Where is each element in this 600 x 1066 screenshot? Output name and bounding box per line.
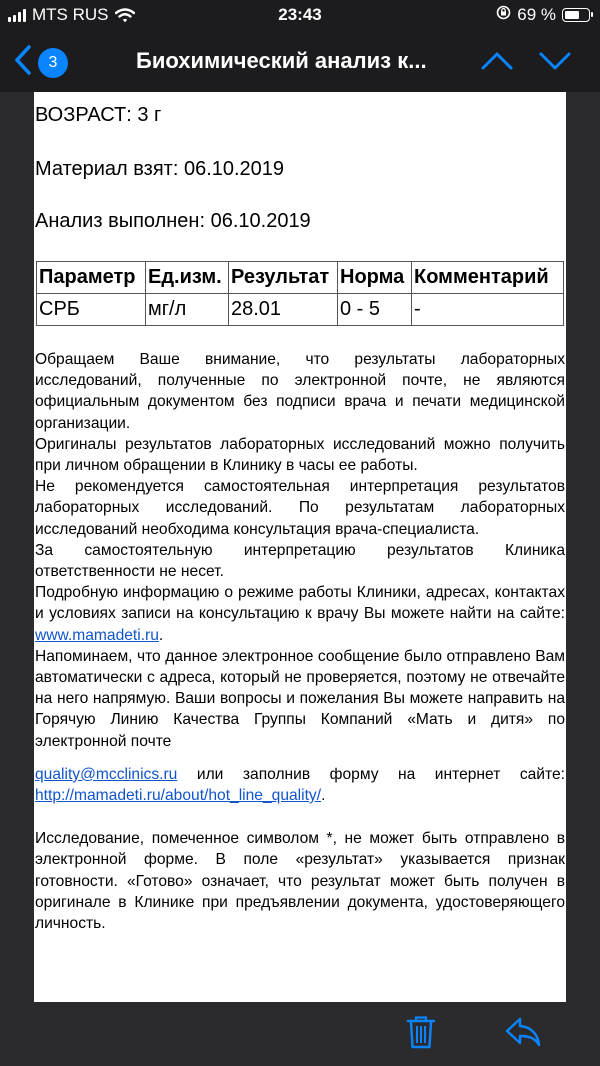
- column-header-result: Результат: [229, 262, 338, 294]
- cell-unit: мг/л: [146, 294, 229, 326]
- status-bar: [0, 0, 600, 32]
- notice-paragraph: Напоминаем, что данное электронное сообщение было отправлено Вам автоматически с адреса, который не проверяется, поэтому не отвечайте на него напрямую. Ваши вопросы и пожелания Вы можете направить на Горячую Линию Качества Группы Компаний «Мать и дитя» по электронной почте: [35, 647, 565, 750]
- cell-parameter: СРБ: [37, 294, 146, 326]
- column-header-unit: Ед.изм.: [146, 262, 229, 294]
- status-time: 23:43: [278, 5, 322, 24]
- next-message-button[interactable]: [538, 48, 572, 77]
- notice-paragraph: [35, 582, 565, 646]
- delete-button[interactable]: [406, 1014, 436, 1055]
- column-header-comment: Комментарий: [412, 262, 564, 294]
- trash-icon: [406, 1037, 436, 1054]
- notice-paragraph: Исследование, помеченное символом *, не может быть отправлено в электронной форме. В поле «результат» указывается признак готовности. «Готово» означает, что результат может быть получен в оригинале в Клинике при предъявлении документа, удостоверяющего личность.: [35, 830, 565, 933]
- hotline-text: или заполнив форму на интернет сайте:: [177, 765, 565, 783]
- cell-result: 28.01: [229, 294, 338, 326]
- website-link[interactable]: www.mamadeti.ru: [35, 626, 159, 644]
- column-header-parameter: Параметр: [37, 262, 146, 294]
- notice-paragraph: [35, 764, 565, 806]
- back-button[interactable]: [14, 44, 68, 81]
- notice-paragraph: Обращаем Ваше внимание, что результаты лабораторных исследований, полученные по электронной почте, не являются официальным документом без подписи врача и печати медицинской организации.: [35, 351, 565, 432]
- carrier-label: MTS RUS: [32, 5, 109, 24]
- notice-paragraph: Не рекомендуется самостоятельная интерпретация результатов лабораторных исследований. По результатам лабораторных исследований необходима консультация врача-специалиста.: [35, 478, 565, 538]
- battery-level: [565, 11, 579, 19]
- previous-message-button[interactable]: [480, 48, 514, 77]
- reply-button[interactable]: [504, 1016, 542, 1053]
- table-row: [37, 294, 564, 326]
- unread-count-badge: 3: [38, 48, 68, 78]
- message-body: [34, 92, 566, 1002]
- spacer: [35, 752, 565, 764]
- hotline-link[interactable]: http://mamadeti.ru/about/hot_line_quality/: [35, 787, 322, 805]
- notice-paragraph: За самостоятельную интерпретацию результатов Клиника ответственности не несет.: [35, 541, 565, 581]
- table-header-row: [37, 262, 564, 294]
- nav-bar: [0, 32, 600, 92]
- punctuation: .: [321, 787, 326, 805]
- cell-comment: -: [412, 294, 564, 326]
- notice-paragraph: Оригиналы результатов лабораторных исследований можно получить при личном обращении в Клинику в часы ее работы.: [35, 435, 565, 475]
- results-table: [36, 261, 564, 326]
- website-text: Подробную информацию о режиме работы Клиники, адресах, контактах и условиях записи на консультацию к врачу Вы можете найти на сайте:: [35, 584, 565, 623]
- analysis-date: Анализ выполнен: 06.10.2019: [35, 210, 311, 232]
- punctuation: .: [158, 626, 164, 644]
- chevron-down-icon: [538, 59, 572, 76]
- battery-percent: 69 %: [517, 5, 556, 24]
- message-title: Биохимический анализ к...: [136, 48, 427, 73]
- cell-norm: 0 - 5: [338, 294, 412, 326]
- column-header-norm: Норма: [338, 262, 412, 294]
- battery-icon: [562, 8, 590, 22]
- spacer: [35, 806, 565, 828]
- status-right: [496, 5, 590, 25]
- disclaimer-text: [35, 349, 565, 934]
- material-date: Материал взят: 06.10.2019: [35, 158, 285, 180]
- chevron-up-icon: [480, 59, 514, 76]
- reply-icon: [504, 1035, 542, 1052]
- patient-age: ВОЗРАСТ: 3 г: [35, 104, 162, 126]
- bottom-toolbar: [0, 1002, 600, 1066]
- rotation-lock-icon: [496, 5, 511, 25]
- chevron-left-icon: [14, 44, 32, 81]
- email-link[interactable]: quality@mcclinics.ru: [35, 765, 178, 783]
